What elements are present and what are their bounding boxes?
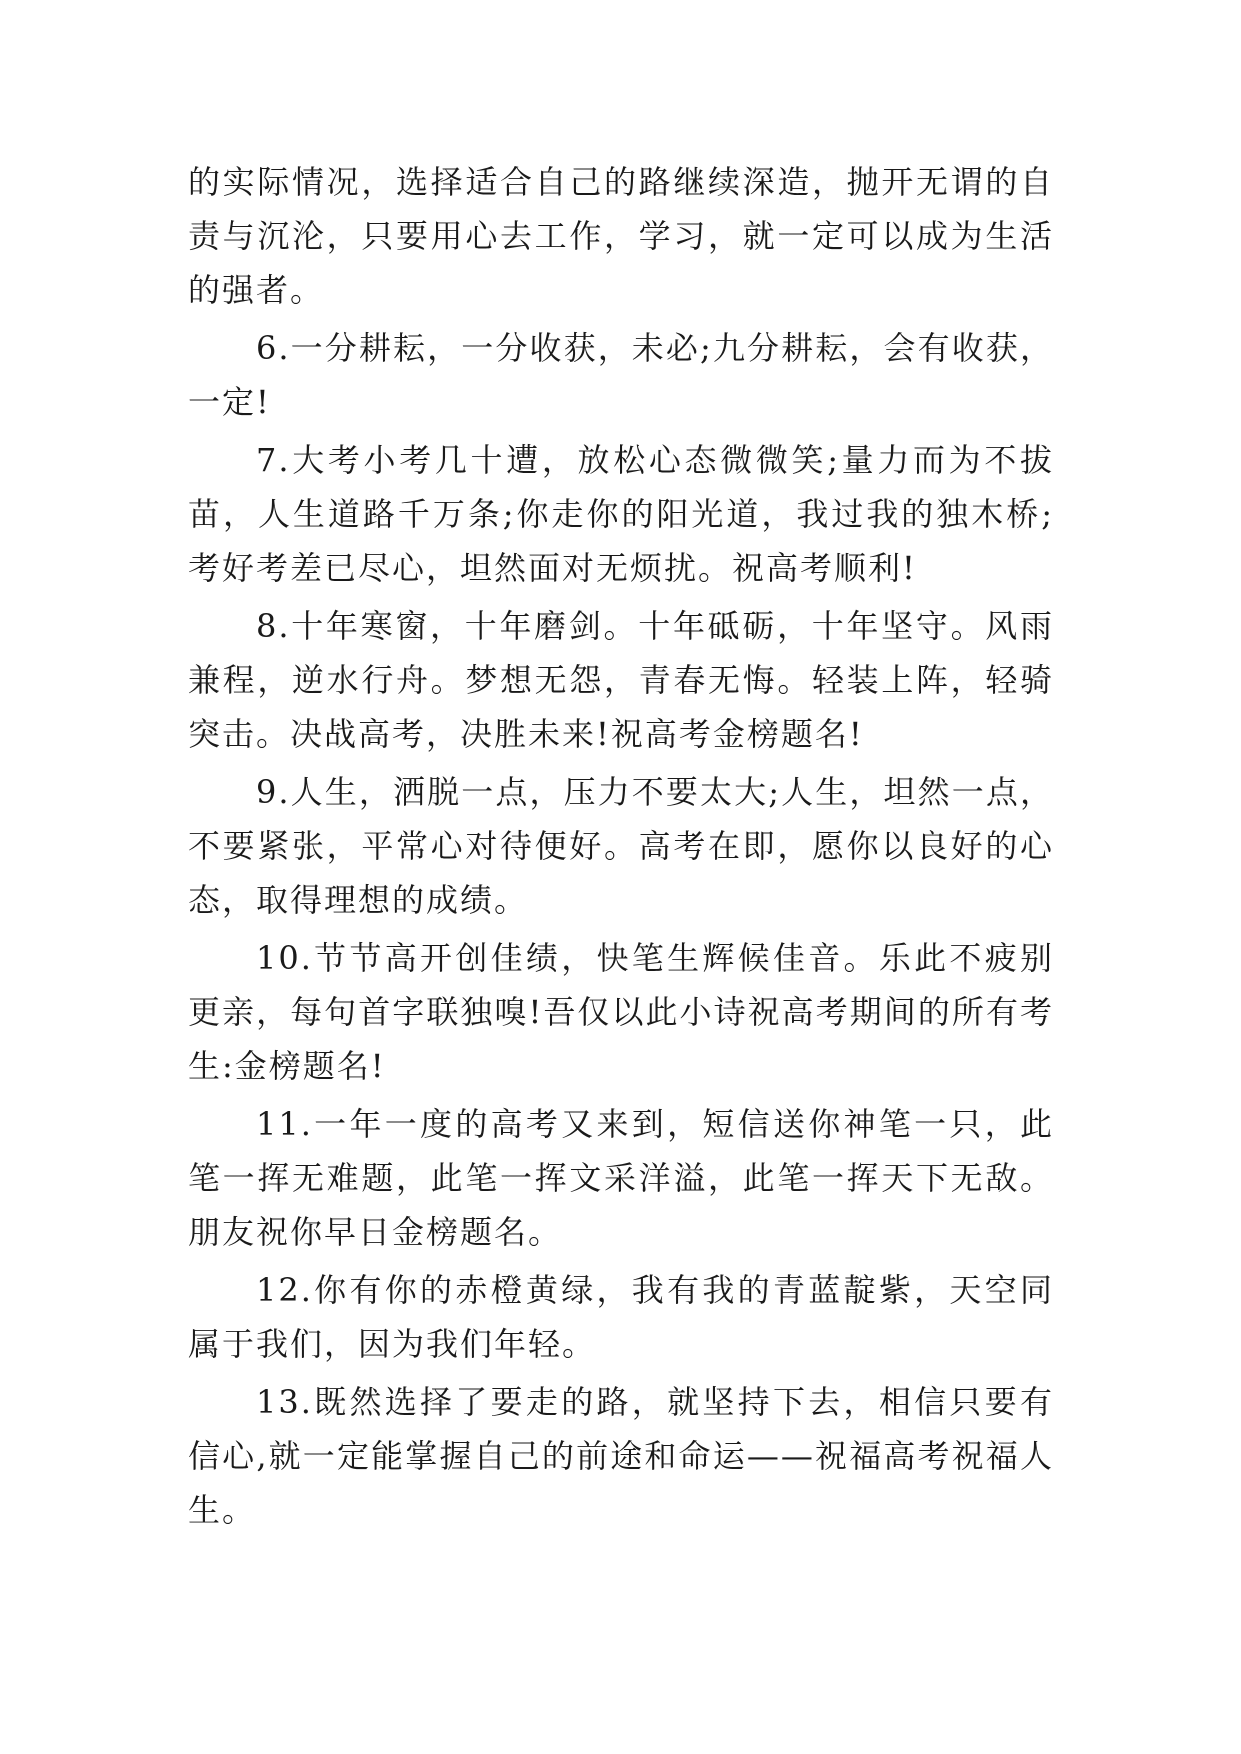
paragraph-item-8: 8.十年寒窗，十年磨剑。十年砥砺，十年坚守。风雨兼程，逆水行舟。梦想无怨，青春无悔。轻装上阵，轻骑突击。决战高考，决胜未来!祝高考金榜题名! xyxy=(188,607,1054,753)
paragraph-item-11: 11.一年一度的高考又来到，短信送你神笔一只，此笔一挥无难题，此笔一挥文采洋溢，此笔一挥天下无敌。朋友祝你早日金榜题名。 xyxy=(188,1105,1054,1251)
paragraph-item-7: 7.大考小考几十遭，放松心态微微笑;量力而为不拔苗，人生道路千万条;你走你的阳光道，我过我的独木桥;考好考差已尽心，坦然面对无烦扰。祝高考顺利! xyxy=(188,441,1054,587)
document-body xyxy=(188,155,1054,1541)
paragraph-item-6: 6.一分耕耘，一分收获，未必;九分耕耘，会有收获，一定! xyxy=(188,329,1054,421)
paragraph-item-12: 12.你有你的赤橙黄绿，我有我的青蓝靛紫，天空同属于我们，因为我们年轻。 xyxy=(188,1271,1054,1363)
paragraph-continued: 的实际情况，选择适合自己的路继续深造，抛开无谓的自责与沉沦，只要用心去工作，学习，就一定可以成为生活的强者。 xyxy=(188,163,1054,309)
paragraph-item-9: 9.人生，洒脱一点，压力不要太大;人生，坦然一点，不要紧张，平常心对待便好。高考在即，愿你以良好的心态，取得理想的成绩。 xyxy=(188,773,1054,919)
paragraph-item-10: 10.节节高开创佳绩，快笔生辉候佳音。乐此不疲别更亲，每句首字联独嗅!吾仅以此小诗祝高考期间的所有考生:金榜题名! xyxy=(188,939,1054,1085)
paragraph-item-13: 13.既然选择了要走的路，就坚持下去，相信只要有信心,就一定能掌握自己的前途和命运——祝福高考祝福人生。 xyxy=(188,1383,1054,1529)
